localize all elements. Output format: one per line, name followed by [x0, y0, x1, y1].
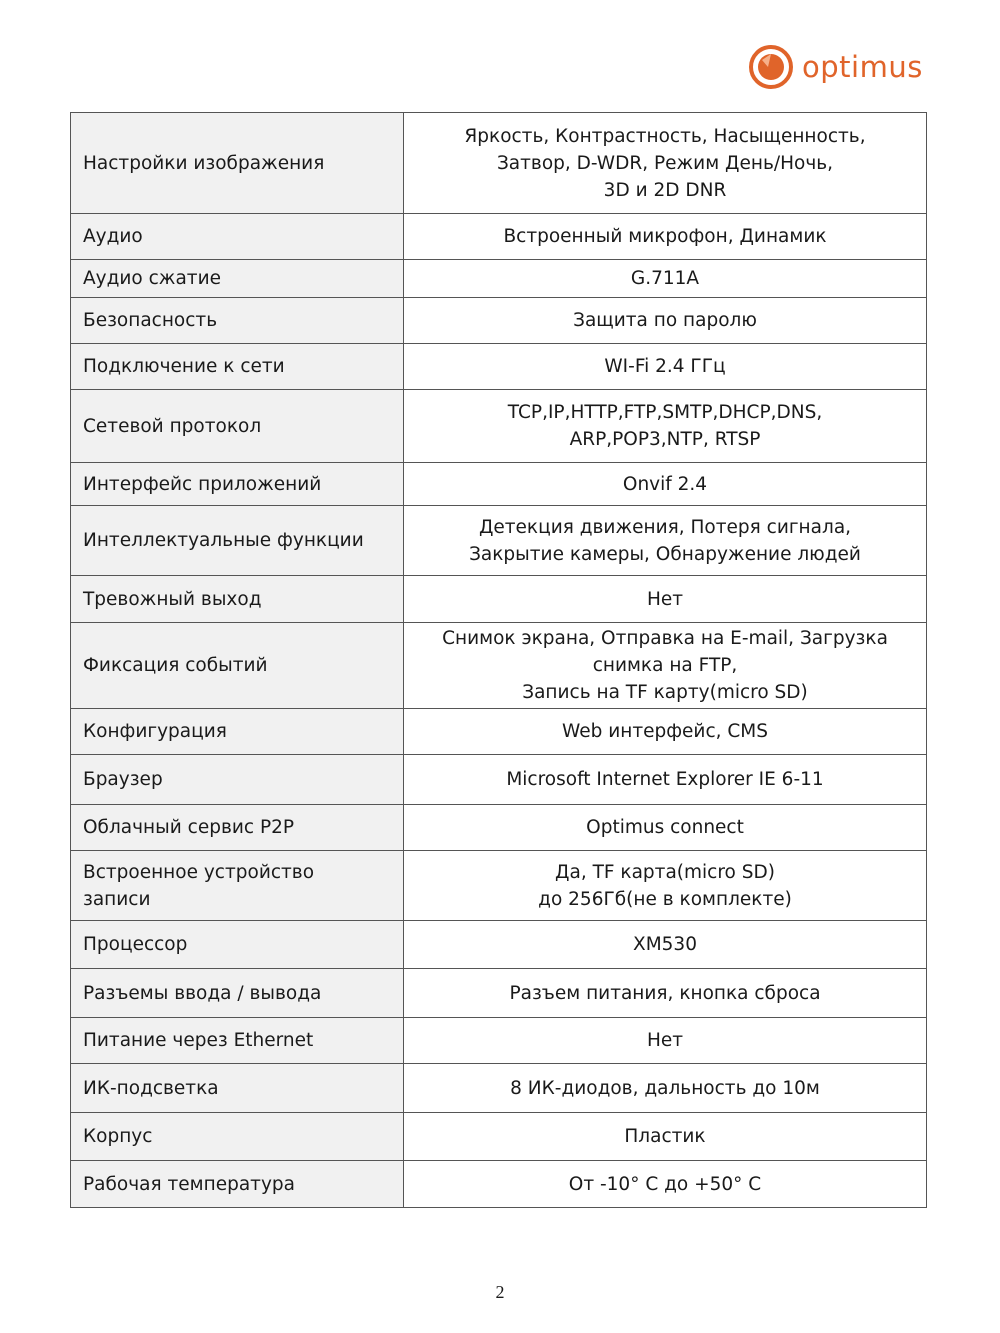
- spec-label: ИК-подсветка: [71, 1064, 404, 1113]
- spec-value: Защита по паролю: [404, 298, 927, 344]
- spec-row: [71, 755, 927, 805]
- spec-table: [70, 112, 927, 1208]
- spec-label: Фиксация событий: [71, 623, 404, 709]
- spec-label: Тревожный выход: [71, 576, 404, 623]
- spec-value: Web интерфейс, CMS: [404, 709, 927, 755]
- aperture-logo-icon: [748, 44, 794, 90]
- spec-label: Конфигурация: [71, 709, 404, 755]
- spec-label: Безопасность: [71, 298, 404, 344]
- spec-value: Пластик: [404, 1113, 927, 1161]
- spec-row: [71, 805, 927, 851]
- spec-label: Разъемы ввода / вывода: [71, 969, 404, 1018]
- spec-label: Аудио сжатие: [71, 260, 404, 298]
- spec-label: Интерфейс приложений: [71, 463, 404, 506]
- spec-label: Настройки изображения: [71, 113, 404, 214]
- spec-label: Питание через Ethernet: [71, 1018, 404, 1064]
- spec-label: Подключение к сети: [71, 344, 404, 390]
- spec-row: [71, 463, 927, 506]
- brand-logo: [748, 44, 923, 90]
- spec-row: [71, 298, 927, 344]
- spec-label: Аудио: [71, 214, 404, 260]
- spec-value: Нет: [404, 1018, 927, 1064]
- spec-row: [71, 1064, 927, 1113]
- spec-label: Интеллектуальные функции: [71, 506, 404, 576]
- spec-row: [71, 344, 927, 390]
- spec-row: [71, 921, 927, 969]
- spec-label: Процессор: [71, 921, 404, 969]
- spec-label: Рабочая температура: [71, 1161, 404, 1208]
- spec-value: TCP,IP,HTTP,FTP,SMTP,DHCP,DNS, ARP,POP3,NTP, RTSP: [404, 390, 927, 463]
- spec-value: Яркость, Контрастность, Насыщенность, Затвор, D-WDR, Режим День/Ночь, 3D и 2D DNR: [404, 113, 927, 214]
- spec-value: 8 ИК-диодов, дальность до 10м: [404, 1064, 927, 1113]
- spec-row: [71, 260, 927, 298]
- spec-value: От -10° С до +50° С: [404, 1161, 927, 1208]
- spec-value: XM530: [404, 921, 927, 969]
- spec-value: Microsoft Internet Explorer IE 6-11: [404, 755, 927, 805]
- spec-row: [71, 1113, 927, 1161]
- brand-name: optimus: [802, 50, 923, 84]
- spec-row: [71, 390, 927, 463]
- spec-row: [71, 969, 927, 1018]
- spec-value: Детекция движения, Потеря сигнала, Закрытие камеры, Обнаружение людей: [404, 506, 927, 576]
- spec-row: [71, 1018, 927, 1064]
- spec-row: [71, 576, 927, 623]
- page-number: 2: [495, 1282, 505, 1302]
- spec-row: [71, 709, 927, 755]
- spec-row: [71, 1161, 927, 1208]
- spec-value: Optimus connect: [404, 805, 927, 851]
- spec-value: G.711A: [404, 260, 927, 298]
- spec-label: Сетевой протокол: [71, 390, 404, 463]
- spec-value: Разъем питания, кнопка сброса: [404, 969, 927, 1018]
- spec-value: Да, TF карта(micro SD) до 256Гб(не в комплекте): [404, 851, 927, 921]
- spec-row: [71, 623, 927, 709]
- spec-value: Нет: [404, 576, 927, 623]
- spec-label: Встроенное устройство записи: [71, 851, 404, 921]
- spec-value: Onvif 2.4: [404, 463, 927, 506]
- spec-label: Корпус: [71, 1113, 404, 1161]
- spec-value: Снимок экрана, Отправка на E-mail, Загрузка снимка на FTP, Запись на TF карту(micro SD): [404, 623, 927, 709]
- spec-label: Облачный сервис P2P: [71, 805, 404, 851]
- spec-value: WI-Fi 2.4 ГГц: [404, 344, 927, 390]
- spec-value: Встроенный микрофон, Динамик: [404, 214, 927, 260]
- spec-label: Браузер: [71, 755, 404, 805]
- spec-row: [71, 113, 927, 214]
- spec-row: [71, 214, 927, 260]
- spec-row: [71, 506, 927, 576]
- spec-row: [71, 851, 927, 921]
